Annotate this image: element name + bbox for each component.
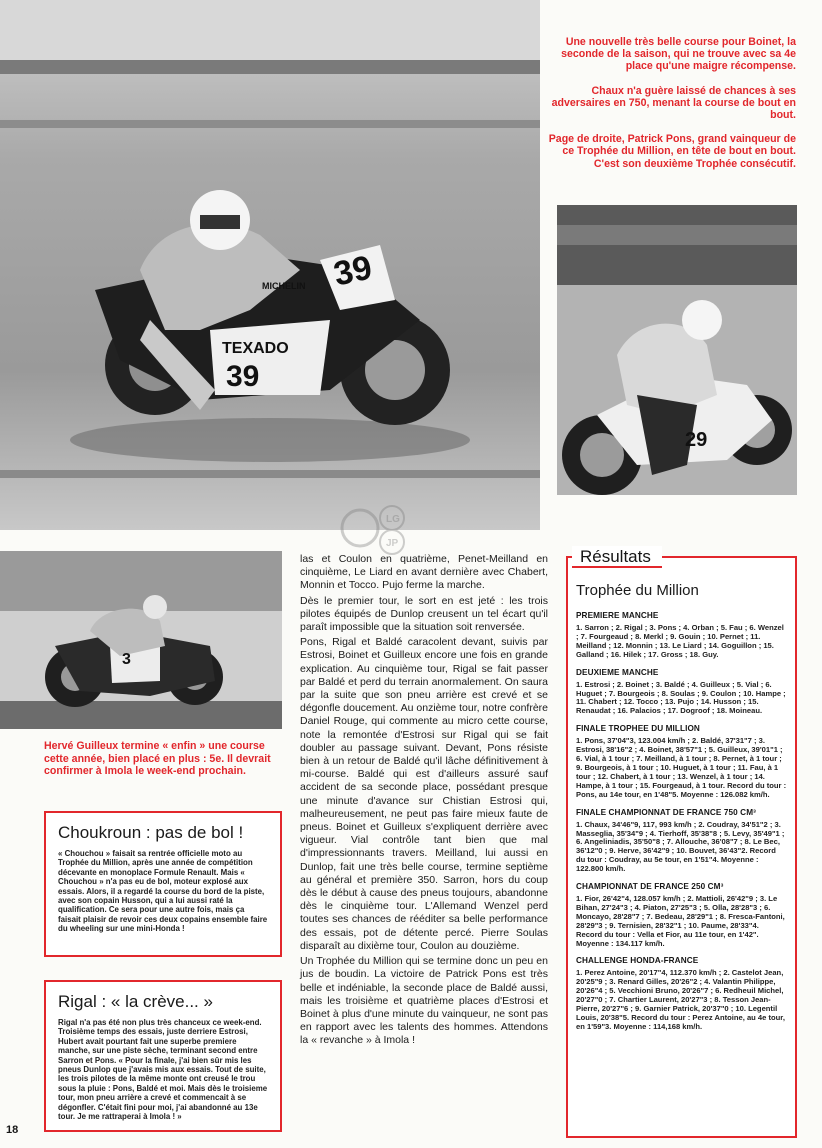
results-heading: Résultats [572,546,662,568]
results-section-title: DEUXIEME MANCHE [576,667,659,677]
bike-number-3: 3 [122,651,131,668]
results-section-title: FINALE TROPHEE DU MILLION [576,724,700,734]
article-paragraph-2: Dès le premier tour, le sort en est jeté : les trois pilotes équipés de Dunlop creusent un tel écart qu'il paraît impossible que la situation soit renversée. [300,594,548,634]
results-section-text: 1. Sarron ; 2. Rigal ; 3. Pons ; 4. Orban ; 5. Fau ; 6. Wenzel ; 7. Fourgeaud ; 8. Merkl ; 9. Gouin ; 10. Pernet ; 11. Meilland ; 12. Monnin ; 13. Le Liard ; 14. Goguillon ; 15. Galland ; 16. Hilek ; 17. Gross ; 18. Guy. [576,623,784,659]
caption-pons: Page de droite, Patrick Pons, grand vainqueur de ce Trophée du Million, en tête de bout en bout. C'est son deuxième Trophée consécutif. [548,133,796,170]
results-subheading: Trophée du Million [576,582,699,599]
results-section-text: 1. Perez Antoine, 20'17"4, 112.370 km/h ; 2. Castelot Jean, 20'25"9 ; 3. Renard Gilles, 20'26"2 ; 4. Valantin Philippe, 20'26"4 ; 5. Vecchioni Bruno, 20'26"7 ; 6. Redheuil Michel, 20'27"0 ; 7. Chartier Laurent, 20'27"3 ; 8. Tesson Jean-Pierre, 20'27"6 ; 9. Garnier Patrick, 20'37"0 ; 10. Legentil Louis, 20'38"5. Record du tour : Perez Antoine, au 4e tour, en 1'59"3. Moyenne : 114,168 km/h. [576,968,785,1031]
results-section [576,882,787,948]
results-box [566,547,797,1138]
michelin-logo: MICHELIN [262,281,306,291]
article-body [300,553,548,1050]
rigal-box [44,980,282,1132]
caption-guilleux: Hervé Guilleux termine « enfin » une course cette année, bien placé en plus : 5e. Il devrait confirmer à Imola le week-end prochain. [44,740,271,778]
svg-text:LG: LG [386,514,400,525]
results-section-title: CHALLENGE HONDA-FRANCE [576,956,699,966]
caption-boinet: Une nouvelle très belle course pour Boinet, la seconde de la saison, qui ne trouve avec sa 4e place qu'une maigre récompense. [561,36,796,73]
article-paragraph-1: las et Coulon en quatrième, Penet-Meilland en cinquième, Le Liard en avant dernière avec Chabert, Monnin et Tocco. Pujo ferme la marche. [300,553,548,592]
bike-number-39-side: 39 [226,360,260,393]
results-section [576,668,787,717]
caption-chaux: Chaux n'a guère laissé de chances à ses adversaires en 750, menant la course de bout en bout. [551,84,796,122]
results-section-title: PREMIERE MANCHE [576,611,659,620]
choukroun-text: « Chouchou » faisait sa rentrée officielle moto au Trophée du Million, après une année de compétition décevante en monoplace Formule Renault. Mais « Chouchou » n'a pas eu de bol, moteur explosé aux essais. Alors, il a regardé la course du bord de la piste, avec son copain Husson, qui a lui aussi raté la qualification. Ce sera pour une autre fois, mais ça faisait plaisir de revoir ces deux copains ensemble faire du wheeling sur une mini-Honda ! [58,849,268,934]
rigal-title: Rigal : « la crève... » [58,992,213,1011]
results-section [576,956,787,1031]
article-paragraph-4: Un Trophée du Million qui se termine donc un peu en jus de boudin. La victoire de Patrick Pons est très belle et indéniable, la seconde place de Baldé aussi, mais les troisième et quatrième places d'Estrosi et Boinet à plus d'une minute du vainqueur, ne sont pas en rapport avec les talents des hommes. Attendons la « revanche » à Imola ! [300,955,548,1047]
bike-number-39: 39 [330,248,376,294]
watermark-logo [338,498,418,558]
results-section [576,724,787,799]
results-section-text: 1. Chaux, 34'46"9, 117, 993 km/h ; 2. Coudray, 34'51"2 ; 3. Masseglia, 35'34"9 ; 4. Tierhoff, 35'38"8 ; 5. Levy, 35'49"1 ; 6. Angeliniadis, 35'50"8 ; 7. Allouche, 36'08"7 ; 8. Le Bec, 36'12"0 ; 9. Herve, 36'42"9 ; 10. Bouvet, 36'43"2. Record du tour : Coudray, au 5e tour, en 1'51"4. Moyenne : 122.800 km/h. [576,819,785,874]
photo-guilleux-3 [0,551,282,729]
texado-logo: TEXADO [222,340,289,357]
results-section-title: CHAMPIONNAT DE FRANCE 250 CM³ [576,882,724,892]
rigal-text: Rigal n'a pas été non plus très chanceux ce week-end. Troisième temps des essais, juste derriere Estrosi, Hubert avait pourtant fait une superbe premiere manche, sur une piste sèche, terminant second entre Sarron et Pons. « Pour la finale, j'ai bien sûr mis les pneus Dunlop que j'avais mis aux essais. Tout de suite, les trois pilotes de la même monte ont creusé le trou sous la pluie : Pons, Baldé et moi. Mais dès le troisieme tour, mon pneu arrière a crevé et commencait à se dégonfler. C'était fini pour moi, j'ai abandonné au 13e tour. Je me rattraperai à Imola ! » [58,1018,268,1122]
caption-right [548,36,796,182]
choukroun-title: Choukroun : pas de bol ! [58,823,244,842]
results-section [576,808,787,874]
photo-pons-29 [557,205,797,495]
svg-text:JP: JP [386,538,399,549]
article-paragraph-3: Pons, Rigal et Baldé caracolent devant, suivis par Estrosi, Boinet et Guilleux encore une fois en grande explication. Au cinquième tour, Rigal se fait passer par Baldé et perd du terrain anormalement. On saura par la suite que son pneu arrière est crevé et se dégonfle doucement. Au onzième tour, notre confrère Daniel Rouge, qui commente au micro cette course, note la remontée d'Estrosi sur Rigal qui se fait doubler au passage suivant. Devant, Pons résiste bien à un retour de Baldé qu'il lâche définitivement à mi-course. Baldé qui est d'ailleurs assuré sauf accident de sa seconde place, possédant presque une minute d'avance sur Chistian Estrosi qui, malheureusement, ne peut pas faire mieux faute de pneus. Boinet et Guilleux s'expliquent derrière avec vigueur. Vial contrôle tant bien que mal d'impressionnants travers. Meilland, lui aussi en Dunlop, fait une très belle course, termine septième au général et première 350. Sarron, hors du coup dès le début à cause des pneus toujours, abandonne dès le cinquième tour. L'Allemand Wenzel perd toutes ses chances de rééditer sa belle performance des essais, pot de détente percé. Pierre Soulas disparaît au dixième tour, Coulon au douzième. [300,636,548,952]
results-section-text: 1. Pons, 37'04"3, 123.004 km/h ; 2. Baldé, 37'31"7 ; 3. Estrosi, 38'16"2 ; 4. Boinet, 38'57"1 ; 5. Guilleux, 39'01"1 ; 6. Vial, à 1 tour ; 7. Meilland, à 1 tour ; 8. Pernet, à 1 tour ; 9. Bourgeois, à 1 tour ; 10. Huguet, à 1 tour ; 11. Fau, à 1 tour ; 12. Chabert, à 1 tour ; 13. Wenzel, à 1 tour ; 14. Hampe, à 1 tour ; 15. Fourgeaud, à 1 tour. Record du tour : Pons, au 14e tour, en 1'48"5. Moyenne : 126.082 km/h. [576,736,787,799]
bike-number-29: 29 [685,429,708,451]
results-section-text: 1. Estrosi ; 2. Boinet ; 3. Baldé ; 4. Guilleux ; 5. Vial ; 6. Huguet ; 7. Bourgeois ; 8. Soulas ; 9. Coulon ; 10. Hampe ; 11. Chabert ; 12. Tocco ; 13. Pujo ; 14. Husson ; 15. Renaudat ; 16. Palacios ; 17. Dogroof ; 18. Moineau. [576,679,786,716]
results-section-title: FINALE CHAMPIONNAT DE FRANCE 750 CM³ [576,807,756,817]
results-section [576,611,787,660]
results-section-text: 1. Fior, 26'42"4, 128.057 km/h ; 2. Mattioli, 26'42"9 ; 3. Le Bihan, 27'24"3 ; 4. Piaton, 27'25"3 ; 5. Olla, 28'28"3 ; 6. Moncayo, 28'28"7 ; 7. Bedeau, 28'29"1 ; 8. Fresca-Fantoni, 28'29"3 ; 9. Ternisien, 28'32"1 ; 10. Paume, 28'33"4. Record du tour : Vella et Fior, au 11e tour, en 1'42". Moyenne : 134.117 km/h. [576,894,785,948]
page-number: 18 [6,1124,19,1136]
photo-boinet-39 [0,0,540,530]
choukroun-box [44,811,282,957]
